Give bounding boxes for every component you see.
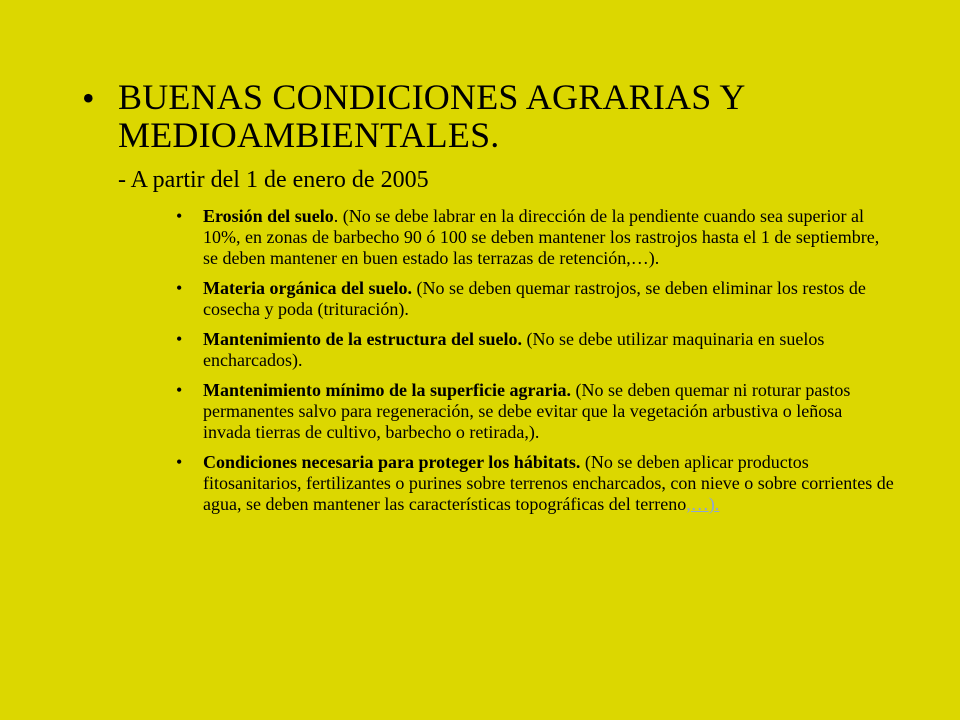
- bullet-heading: Mantenimiento de la estructura del suelo.: [203, 329, 522, 349]
- bullet-text: (No se deben quemar rastrojos, se deben eliminar los restos de cosecha y poda (trituración).: [203, 278, 866, 319]
- bullet-item-superficie: [176, 380, 894, 443]
- bullet-content: [203, 329, 894, 371]
- bullet-marker: •: [176, 329, 183, 349]
- bullet-item-estructura: [176, 329, 894, 371]
- title-row: [82, 78, 902, 154]
- bullet-marker: •: [176, 452, 183, 472]
- bullet-heading: Condiciones necesaria para proteger los hábitats.: [203, 452, 581, 472]
- bullet-marker: •: [176, 206, 183, 226]
- bullet-content: [203, 206, 894, 269]
- title-block: [82, 78, 902, 194]
- bullet-content: [203, 452, 894, 515]
- slide-title: [118, 78, 746, 154]
- bullet-text: . (No se debe labrar en la dirección de la pendiente cuando sea superior al 10%, en zonas de barbecho 90 ó 100 se deben mantener los rastrojos hasta el 1 de septiembre, se deben mantener en buen estado las terrazas de retención,…).: [203, 206, 880, 268]
- bullet-content: [203, 278, 894, 320]
- bullet-list: [176, 206, 894, 524]
- slide-title-line-1: BUENAS CONDICIONES AGRARIAS Y: [118, 77, 746, 117]
- bullet-text: (No se debe utilizar maquinaria en suelos encharcados).: [203, 329, 825, 370]
- bullet-item-materia-organica: [176, 278, 894, 320]
- title-bullet: •: [82, 78, 95, 118]
- bullet-marker: •: [176, 380, 183, 400]
- bullet-heading: Erosión del suelo: [203, 206, 334, 226]
- slide-subtitle: - A partir del 1 de enero de 2005: [118, 167, 429, 193]
- bullet-text: (No se deben quemar ni roturar pastos permanentes salvo para regeneración, se debe evitar que la vegetación arbustiva o leñosa invada tierras de cultivo, barbecho o retirada,).: [203, 380, 851, 442]
- bullet-marker: •: [176, 278, 183, 298]
- bullet-item-habitats: [176, 452, 894, 515]
- slide-title-line-2: MEDIOAMBIENTALES.: [118, 115, 500, 155]
- bullet-heading: Mantenimiento mínimo de la superficie agraria.: [203, 380, 571, 400]
- bullet-heading: Materia orgánica del suelo.: [203, 278, 412, 298]
- bullet-item-erosion: [176, 206, 894, 269]
- bullet-content: [203, 380, 894, 443]
- bullet-text: (No se deben aplicar productos fitosanitarios, fertilizantes o purines sobre terrenos encharcados, con nieve o sobre corrientes de agua, se deben mantener las características topográficas del terreno: [203, 452, 894, 514]
- ellipsis-link[interactable]: ,…).: [686, 494, 720, 514]
